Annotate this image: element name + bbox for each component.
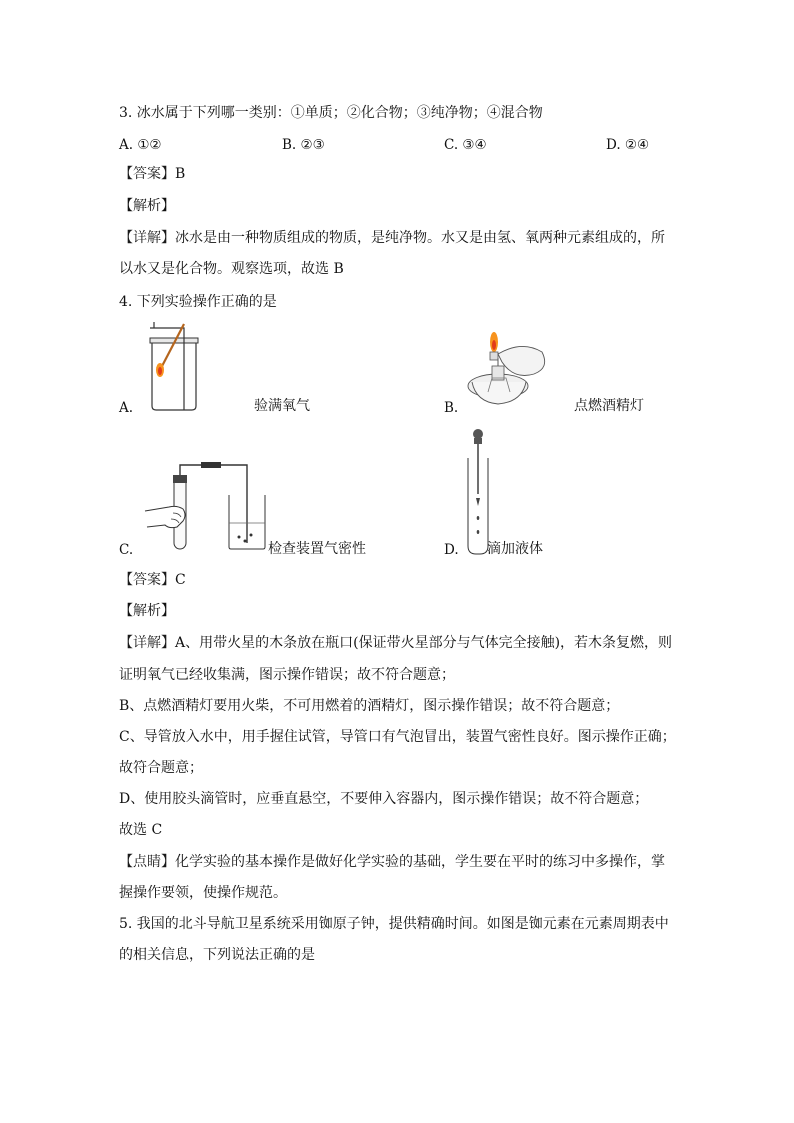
alcohol-lamp-figure	[462, 322, 552, 408]
q4-option-b-letter: B.	[444, 400, 459, 416]
q4-detail-line5: 故符合题意；	[119, 760, 203, 776]
q4-answer	[119, 570, 186, 590]
q3-stem: 3. 冰水属于下列哪一类别：①单质；②化合物；③纯净物；④混合物	[119, 105, 543, 121]
q3-analysis-tag: 【解析】	[119, 198, 175, 214]
answer-value: C	[175, 572, 186, 588]
q4-detail-line4: C、导管放入水中，用手握住试管，导管口有气泡冒出，装置气密性良好。图示操作正确；	[119, 729, 676, 745]
q4-comment-line2: 握操作要领，使操作规范。	[119, 885, 287, 901]
q3-option-a: A. ①②	[119, 137, 162, 153]
answer-tag: 【答案】	[119, 166, 175, 182]
q4-detail-line2: 证明氧气已经收集满，图示操作错误；故不符合题意；	[119, 667, 455, 683]
q3-option-b: B. ②③	[282, 137, 325, 153]
comment-tag: 【点睛】	[119, 854, 175, 870]
q4-detail-line6: D、使用胶头滴管时，应垂直悬空，不要伸入容器内，图示操作错误；故不符合题意；	[119, 791, 649, 807]
q3-detail-line1	[119, 228, 665, 248]
answer-tag: 【答案】	[119, 572, 175, 588]
detail-tag: 【详解】	[119, 230, 175, 246]
q4-option-d-caption: 滴加液体	[487, 541, 543, 557]
detail-text: A、用带火星的木条放在瓶口(保证带火星部分与气体完全接触)，若木条复燃，则	[175, 635, 673, 651]
q3-option-c: C. ③④	[444, 137, 487, 153]
answer-value: B	[175, 166, 186, 182]
q4-stem: 4. 下列实验操作正确的是	[119, 294, 277, 310]
q3-detail-line2: 以水又是化合物。观察选项，故选 B	[119, 261, 344, 277]
q4-option-b-caption: 点燃酒精灯	[574, 398, 644, 414]
q5-stem-line2: 的相关信息，下列说法正确的是	[119, 947, 315, 963]
q4-detail-line3: B、点燃酒精灯要用火柴，不可用燃着的酒精灯，图示操作错误；故不符合题意；	[119, 698, 620, 714]
comment-text: 化学实验的基本操作是做好化学实验的基础，学生要在平时的练习中多操作，掌	[175, 854, 665, 870]
q4-analysis-tag: 【解析】	[119, 603, 175, 619]
q4-detail-line1	[119, 633, 672, 653]
q5-stem-line1: 5. 我国的北斗导航卫星系统采用铷原子钟，提供精确时间。如图是铷元素在元素周期表中	[119, 916, 669, 932]
q4-detail-line7: 故选 C	[119, 822, 163, 838]
q4-option-a-caption: 验满氧气	[254, 398, 310, 414]
q4-option-c-letter: C.	[119, 542, 134, 558]
q3-answer	[119, 164, 185, 184]
q4-option-a-letter: A.	[119, 400, 134, 416]
q4-option-c-caption: 检查装置气密性	[268, 541, 366, 557]
detail-tag: 【详解】	[119, 635, 175, 651]
airtightness-check-figure	[143, 455, 268, 557]
q4-comment-line1	[119, 852, 665, 872]
q3-option-d: D. ②④	[606, 137, 650, 153]
detail-text: 冰水是由一种物质组成的物质，是纯净物。水又是由氢、氧两种元素组成的，所	[175, 230, 665, 246]
q4-option-d-letter: D.	[444, 542, 459, 558]
gas-bottle-figure	[140, 320, 200, 412]
